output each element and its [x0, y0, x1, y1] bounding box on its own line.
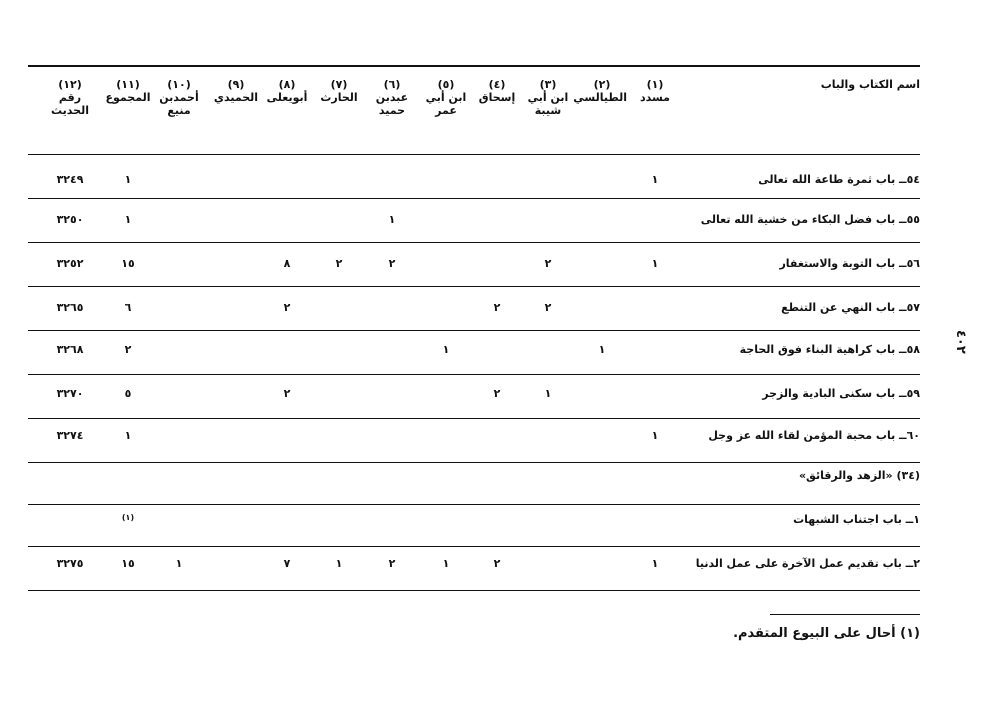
column-header — [154, 78, 204, 117]
count-cell: ٢ — [283, 301, 291, 314]
count-cell: ٢ — [388, 257, 396, 270]
total-cell: ١٥ — [121, 257, 135, 270]
column-header — [45, 78, 95, 117]
column-name: مسدد — [639, 91, 670, 104]
total-cell: ٦ — [124, 301, 132, 314]
total-cell: ١ — [124, 173, 132, 186]
hadith-number-cell: ٣٢٥٠ — [56, 213, 84, 226]
count-cell: ٢ — [544, 301, 552, 314]
column-name: الطيالسي — [573, 91, 627, 104]
column-number: (٩) — [227, 78, 245, 91]
column-header — [573, 78, 627, 104]
count-cell: ١ — [651, 257, 659, 270]
row-label: ٦٠ــ باب محبة المؤمن لقاء الله عز وجل — [708, 429, 920, 442]
hadith-number-cell: ٣٢٦٥ — [56, 301, 84, 314]
count-cell: ٢ — [493, 301, 501, 314]
count-cell: ٢ — [388, 557, 396, 570]
count-cell: ١ — [388, 213, 396, 226]
count-cell: ٢ — [283, 387, 291, 400]
count-cell: ١ — [651, 557, 659, 570]
header-title-label: اسم الكتاب والباب — [820, 78, 920, 91]
column-number: (٧) — [330, 78, 348, 91]
column-name: رقم الحديث — [51, 91, 89, 117]
row-label: ٥٨ــ باب كراهية البناء فوق الحاجة — [739, 343, 920, 356]
column-name: الحميدي — [213, 91, 259, 104]
count-cell: ١ — [598, 343, 606, 356]
column-header — [630, 78, 680, 104]
row-label: ٥٥ــ باب فضل البكاء من خشية الله تعالى — [700, 213, 920, 226]
column-name: الحارث — [320, 91, 358, 104]
column-name: ابن أبي شيبة — [527, 91, 569, 117]
column-name: إسحاق — [478, 91, 516, 104]
total-cell: ٥ — [124, 387, 132, 400]
column-header — [523, 78, 573, 117]
count-cell: ٧ — [283, 557, 291, 570]
column-number: (٣) — [539, 78, 557, 91]
row-rule — [28, 242, 920, 243]
column-name: عبدبن حميد — [375, 91, 409, 117]
column-header — [367, 78, 417, 117]
total-cell: ١ — [124, 213, 132, 226]
row-rule — [28, 374, 920, 375]
hadith-number-cell: ٣٢٦٨ — [56, 343, 84, 356]
row-label: ٢ــ باب تقديم عمل الآخرة على عمل الدنيا — [695, 557, 920, 570]
row-rule — [28, 590, 920, 591]
count-cell: ١ — [442, 343, 450, 356]
column-header — [472, 78, 522, 104]
table-top-rule — [28, 65, 920, 67]
column-header — [314, 78, 364, 104]
count-cell: ٢ — [493, 387, 501, 400]
footnote-divider — [770, 614, 920, 615]
row-label: ١ــ باب اجتناب الشبهات — [793, 513, 920, 526]
column-header — [262, 78, 312, 104]
count-cell: ١ — [442, 557, 450, 570]
row-label: ٥٧ــ باب النهي عن التنطع — [781, 301, 920, 314]
row-label: ٥٤ــ باب ثمرة طاعة الله تعالى — [758, 173, 920, 186]
hadith-number-cell: ٣٢٥٢ — [56, 257, 84, 270]
row-label: (٣٤) «الزهد والرقائق» — [798, 469, 920, 482]
column-number: (١٢) — [58, 78, 82, 91]
column-header — [211, 78, 261, 104]
row-label: ٥٩ــ باب سكنى البادية والزجر — [762, 387, 920, 400]
count-cell: ٢ — [544, 257, 552, 270]
side-page-mark: ٤٠٢ — [953, 330, 968, 354]
count-cell: ٢ — [335, 257, 343, 270]
footnote: (١) أحال على البيوع المتقدم. — [733, 626, 920, 641]
header-bottom-rule — [28, 154, 920, 155]
row-label: ٥٦ــ باب التوبة والاستغفار — [779, 257, 920, 270]
hadith-number-cell: ٣٢٧٤ — [56, 429, 84, 442]
row-rule — [28, 418, 920, 419]
count-cell: ١ — [544, 387, 552, 400]
row-rule — [28, 198, 920, 199]
column-name: المجموع — [105, 91, 151, 104]
column-number: (٥) — [437, 78, 455, 91]
column-header — [421, 78, 471, 117]
row-rule — [28, 504, 920, 505]
column-name: أبويعلى — [266, 91, 308, 104]
column-number: (٦) — [383, 78, 401, 91]
column-header — [103, 78, 153, 104]
row-rule — [28, 330, 920, 331]
count-cell: ٢ — [493, 557, 501, 570]
count-cell: ١ — [651, 173, 659, 186]
column-number: (٨) — [278, 78, 296, 91]
hadith-number-cell: ٣٢٧٠ — [56, 387, 84, 400]
total-cell: (١) — [121, 513, 135, 522]
count-cell: ١ — [335, 557, 343, 570]
total-cell: ١٥ — [121, 557, 135, 570]
column-number: (١٠) — [167, 78, 191, 91]
row-rule — [28, 286, 920, 287]
row-rule — [28, 546, 920, 547]
count-cell: ١ — [651, 429, 659, 442]
total-cell: ١ — [124, 429, 132, 442]
row-rule — [28, 462, 920, 463]
count-cell: ١ — [175, 557, 183, 570]
column-number: (١١) — [116, 78, 140, 91]
column-number: (١) — [646, 78, 664, 91]
column-number: (٢) — [593, 78, 611, 91]
column-number: (٤) — [488, 78, 506, 91]
column-name: ابن أبي عمر — [425, 91, 467, 117]
column-name: أحمدبن منيع — [159, 91, 199, 117]
count-cell: ٨ — [283, 257, 291, 270]
total-cell: ٢ — [124, 343, 132, 356]
hadith-number-cell: ٣٢٤٩ — [56, 173, 84, 186]
hadith-number-cell: ٣٢٧٥ — [56, 557, 84, 570]
